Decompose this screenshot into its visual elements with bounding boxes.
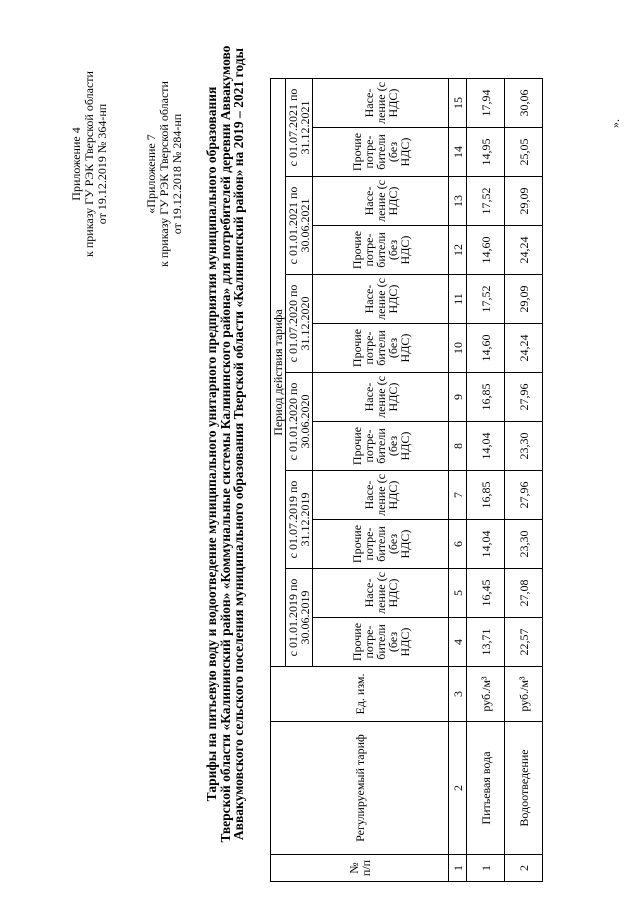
period-cell: с 01.07.2020 по 31.12.2020 — [286, 275, 313, 373]
row-value: 24,24 — [505, 324, 543, 373]
sub-pop: Насе-ление (с НДС) — [313, 177, 449, 226]
row-value: 30,06 — [505, 79, 543, 128]
document-title — [205, 24, 246, 864]
row-name: Водоотведение — [505, 722, 543, 855]
row-value: 29,09 — [505, 275, 543, 324]
row-value: 13,71 — [467, 618, 505, 667]
col-number: 15 — [449, 79, 467, 128]
appendix-4-header — [70, 44, 109, 284]
col-number: 8 — [449, 422, 467, 471]
sub-other: Прочие потре-бители (без НДС) — [313, 324, 449, 373]
appendix-4-line: к приказу ГУ РЭК Тверской области — [82, 71, 96, 257]
sub-other: Прочие потре-бители (без НДС) — [313, 128, 449, 177]
sub-other: Прочие потре-бители (без НДС) — [313, 520, 449, 569]
sub-pop: Насе-ление (с НДС) — [313, 275, 449, 324]
title-line: Тарифы на питьевую воду и водоотведение муниципального унитарного предприятия муниципального образования — [204, 86, 219, 802]
row-value: 24,24 — [505, 226, 543, 275]
period-cell: с 01.07.2021 по 31.12.2021 — [286, 79, 313, 177]
row-value: 16,85 — [467, 471, 505, 520]
sub-other: Прочие потре-бители (без НДС) — [313, 226, 449, 275]
row-unit: руб./м³ — [467, 667, 505, 722]
col-number: 9 — [449, 373, 467, 422]
header-name: Регулируемый тариф — [271, 722, 449, 855]
row-value: 23,30 — [505, 520, 543, 569]
row-value: 22,57 — [505, 618, 543, 667]
appendix-7-line: к приказу ГУ РЭК Тверской области — [157, 81, 171, 267]
appendix-7-line: от 19.12.2018 № 284-нп — [170, 113, 184, 235]
sub-pop: Насе-ление (с НДС) — [313, 471, 449, 520]
tariff-table — [270, 78, 543, 882]
col-number: 1 — [449, 855, 467, 882]
header-unit: Ед. изм. — [271, 667, 449, 722]
row-value: 29,09 — [505, 177, 543, 226]
table-row — [505, 79, 543, 882]
col-number: 13 — [449, 177, 467, 226]
appendix-7-line: «Приложение 7 — [144, 134, 158, 214]
column-number-row — [449, 79, 467, 882]
appendix-4-line: Приложение 4 — [69, 127, 83, 201]
row-value: 17,52 — [467, 177, 505, 226]
row-name: Питьевая вода — [467, 722, 505, 855]
period-cell: с 01.01.2021 по 30.06.2021 — [286, 177, 313, 275]
col-number: 10 — [449, 324, 467, 373]
col-number: 14 — [449, 128, 467, 177]
col-number: 6 — [449, 520, 467, 569]
header-period: Период действия тарифа — [271, 79, 286, 667]
closing-quote: ». — [608, 119, 622, 128]
row-unit: руб./м³ — [505, 667, 543, 722]
sub-pop: Насе-ление (с НДС) — [313, 569, 449, 618]
row-value: 27,96 — [505, 471, 543, 520]
appendix-7-header — [145, 44, 184, 304]
col-number: 7 — [449, 471, 467, 520]
sub-pop: Насе-ление (с НДС) — [313, 79, 449, 128]
sub-other: Прочие потре-бители (без НДС) — [313, 618, 449, 667]
sub-other: Прочие потре-бители (без НДС) — [313, 422, 449, 471]
table-header-row — [271, 79, 286, 882]
row-value: 27,96 — [505, 373, 543, 422]
row-value: 16,85 — [467, 373, 505, 422]
period-cell: с 01.07.2019 по 31.12.2019 — [286, 471, 313, 569]
period-cell: с 01.01.2020 по 30.06.2020 — [286, 373, 313, 471]
title-line: Тверской области «Калининский район» «Коммунальные системы Калининского района» для потребителей деревни Аввакумово — [217, 45, 233, 843]
row-value: 14,95 — [467, 128, 505, 177]
row-value: 14,04 — [467, 422, 505, 471]
col-number: 4 — [449, 618, 467, 667]
sub-pop: Насе-ление (с НДС) — [313, 373, 449, 422]
row-value: 14,60 — [467, 324, 505, 373]
row-value: 14,60 — [467, 226, 505, 275]
col-number: 11 — [449, 275, 467, 324]
header-no: № п/п — [271, 855, 449, 882]
col-number: 5 — [449, 569, 467, 618]
row-value: 17,52 — [467, 275, 505, 324]
row-value: 14,04 — [467, 520, 505, 569]
row-value: 17,94 — [467, 79, 505, 128]
col-number: 2 — [449, 722, 467, 855]
appendix-4-line: от 19.12.2019 № 364-нп — [95, 103, 109, 225]
table-row — [467, 79, 505, 882]
row-value: 16,45 — [467, 569, 505, 618]
row-value: 27,08 — [505, 569, 543, 618]
row-no: 1 — [467, 855, 505, 882]
row-value: 23,30 — [505, 422, 543, 471]
row-no: 2 — [505, 855, 543, 882]
col-number: 12 — [449, 226, 467, 275]
period-cell: с 01.01.2019 по 30.06.2019 — [286, 569, 313, 667]
title-line: Аввакумовского сельского поселения муниципального образования Тверской области «Калининский район» на 2019 – 2021 годы — [231, 47, 246, 841]
row-value: 25,05 — [505, 128, 543, 177]
col-number: 3 — [449, 667, 467, 722]
